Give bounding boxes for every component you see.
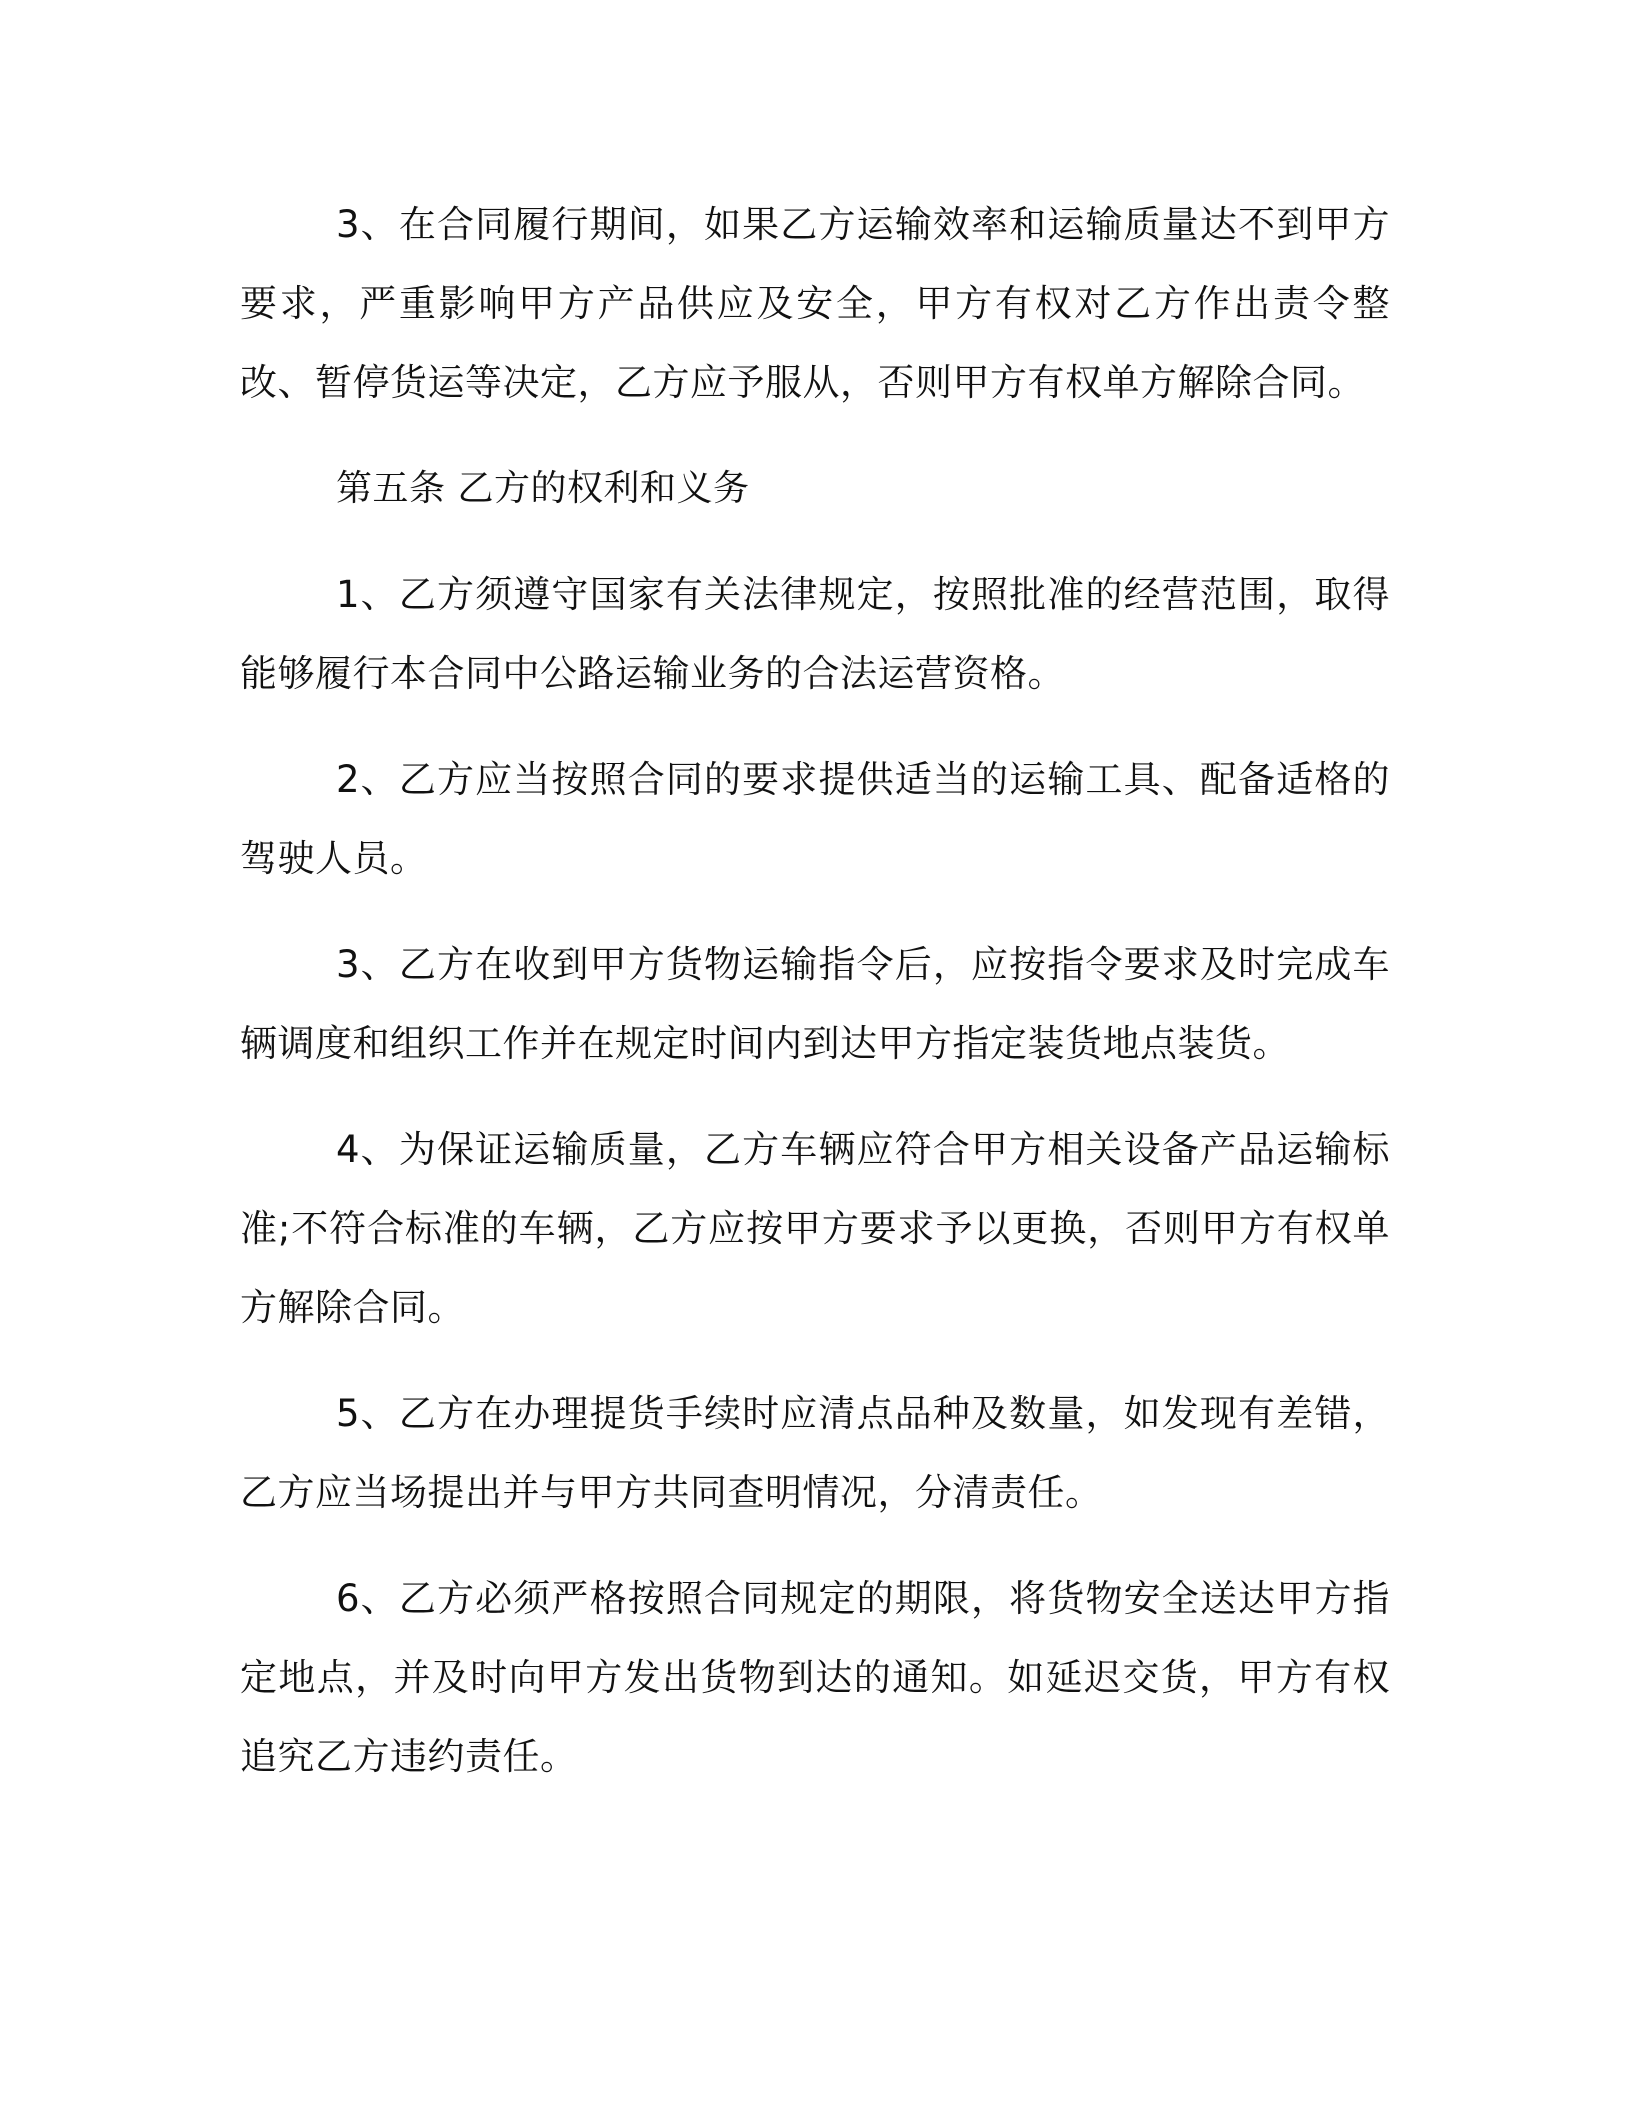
paragraph-spacer: [240, 1083, 1390, 1110]
clause-5-2-paragraph: 2、乙方应当按照合同的要求提供适当的运输工具、配备适格的驾驶人员。: [240, 758, 1390, 880]
paragraph-spacer: [240, 528, 1390, 555]
clause-5-6-paragraph: 6、乙方必须严格按照合同规定的期限，将货物安全送达甲方指定地点，并及时向甲方发出货物到达的通知。如延迟交货，甲方有权追究乙方违约责任。: [240, 1577, 1390, 1778]
paragraph-spacer: [240, 713, 1390, 740]
clause-5-5-paragraph: 5、乙方在办理提货手续时应清点品种及数量，如发现有差错，乙方应当场提出并与甲方共同查明情况，分清责任。: [240, 1392, 1390, 1514]
document-page: [240, 185, 1390, 1796]
paragraph-spacer: [240, 422, 1390, 449]
clause-5-3-paragraph: 3、乙方在收到甲方货物运输指令后，应按指令要求及时完成车辆调度和组织工作并在规定时间内到达甲方指定装货地点装货。: [240, 943, 1390, 1065]
article-5-heading: 第五条 乙方的权利和义务: [336, 468, 750, 509]
paragraph-spacer: [240, 898, 1390, 925]
clause-4-3-paragraph: 3、在合同履行期间，如果乙方运输效率和运输质量达不到甲方要求，严重影响甲方产品供应及安全，甲方有权对乙方作出责令整改、暂停货运等决定，乙方应予服从，否则甲方有权单方解除合同。: [240, 203, 1390, 404]
paragraph-spacer: [240, 1347, 1390, 1374]
paragraph-spacer: [240, 1532, 1390, 1559]
clause-5-1-paragraph: 1、乙方须遵守国家有关法律规定，按照批准的经营范围，取得能够履行本合同中公路运输业务的合法运营资格。: [240, 573, 1390, 695]
clause-5-4-paragraph: 4、为保证运输质量，乙方车辆应符合甲方相关设备产品运输标准;不符合标准的车辆，乙方应按甲方要求予以更换，否则甲方有权单方解除合同。: [240, 1128, 1390, 1329]
